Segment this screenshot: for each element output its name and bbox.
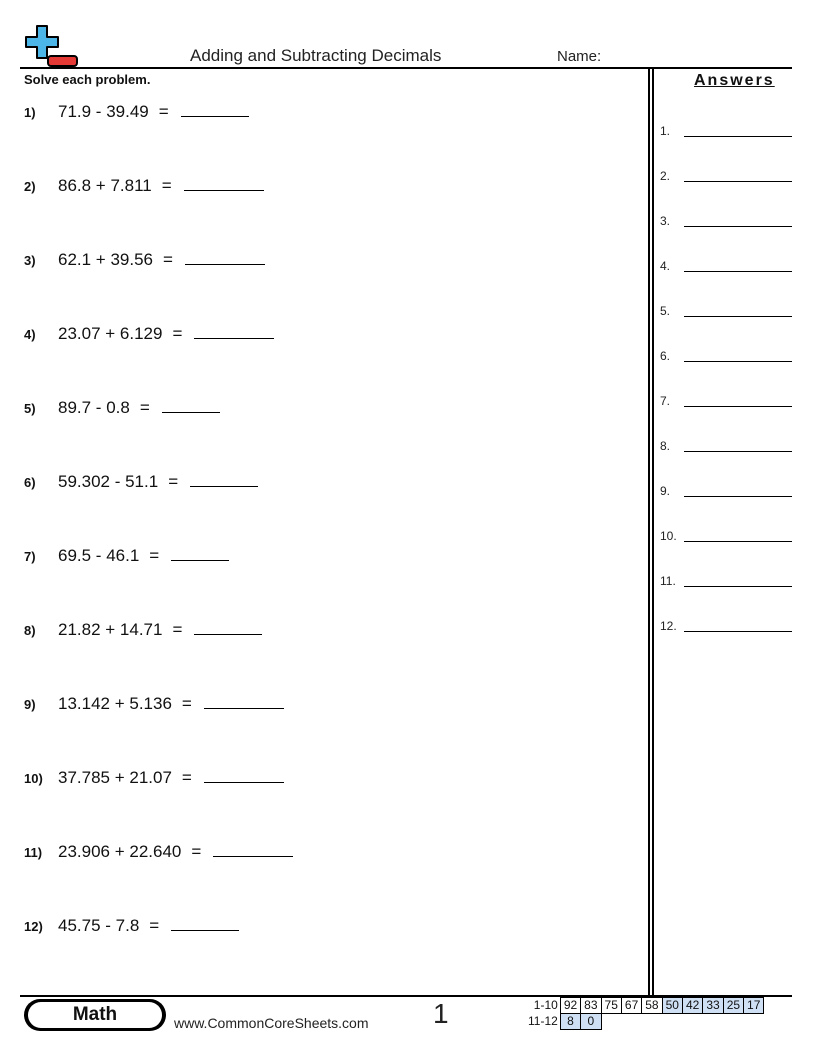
answer-line-item[interactable] <box>660 617 792 633</box>
answer-number: 4. <box>660 259 671 273</box>
score-key-cell: 0 <box>581 1014 601 1030</box>
answer-blank[interactable] <box>162 396 220 413</box>
problem-item <box>24 396 220 420</box>
problem-expression: 59.302 - 51.1 <box>58 472 159 491</box>
problem-number: 7) <box>24 549 36 564</box>
answer-number: 3. <box>660 214 671 228</box>
answer-line-item[interactable] <box>660 392 792 408</box>
answer-line[interactable] <box>684 586 792 587</box>
problem-number: 12) <box>24 919 43 934</box>
worksheet-title: Adding and Subtracting Decimals <box>190 46 442 65</box>
answer-blank[interactable] <box>194 618 262 635</box>
score-key-empty <box>662 1014 682 1030</box>
problem-item <box>24 618 262 642</box>
problem-expression: 23.07 + 6.129 <box>58 324 163 343</box>
answer-line-item[interactable] <box>660 437 792 453</box>
math-badge <box>24 999 166 1031</box>
answer-number: 2. <box>660 169 671 183</box>
problem-expression: 71.9 - 39.49 <box>58 102 149 121</box>
instructions: Solve each problem. <box>24 72 151 87</box>
problem-item <box>24 766 284 790</box>
answer-line[interactable] <box>684 451 792 452</box>
problem-number: 6) <box>24 475 36 490</box>
answer-blank[interactable] <box>190 470 258 487</box>
problem-expression: 37.785 + 21.07 <box>58 768 172 787</box>
score-key-empty <box>723 1014 743 1030</box>
answer-number: 11. <box>660 574 676 588</box>
answer-blank[interactable] <box>213 840 293 857</box>
column-divider <box>652 68 654 996</box>
answer-number: 12. <box>660 619 677 633</box>
answer-line[interactable] <box>684 226 792 227</box>
equals-sign: = <box>191 842 202 861</box>
score-key-cell: 17 <box>744 998 764 1014</box>
answer-number: 10. <box>660 529 677 543</box>
site-url: www.CommonCoreSheets.com <box>174 1015 369 1031</box>
equals-sign: = <box>149 546 160 565</box>
problem-expression: 89.7 - 0.8 <box>58 398 130 417</box>
plus-minus-logo-icon <box>24 24 80 68</box>
answer-line[interactable] <box>684 541 792 542</box>
score-key-empty <box>744 1014 764 1030</box>
problem-expression: 23.906 + 22.640 <box>58 842 182 861</box>
answer-line-item[interactable] <box>660 167 792 183</box>
problem-expression: 13.142 + 5.136 <box>58 694 172 713</box>
equals-sign: = <box>149 916 160 935</box>
problem-item <box>24 840 293 864</box>
answer-line-item[interactable] <box>660 482 792 498</box>
score-key-row-label: 1-10 <box>533 998 558 1012</box>
answer-line-item[interactable] <box>660 572 792 588</box>
problem-number: 11) <box>24 845 43 860</box>
answer-number: 5. <box>660 304 671 318</box>
answer-line[interactable] <box>684 361 792 362</box>
answer-line[interactable] <box>684 271 792 272</box>
problem-number: 3) <box>24 253 36 268</box>
answer-number: 9. <box>660 484 671 498</box>
problem-item <box>24 322 274 346</box>
problem-item <box>24 100 249 124</box>
answer-line-item[interactable] <box>660 257 792 273</box>
score-key-table <box>528 997 764 1030</box>
score-key-empty <box>601 1014 621 1030</box>
problem-expression: 69.5 - 46.1 <box>58 546 140 565</box>
score-key-cell: 42 <box>682 998 702 1014</box>
problem-expression: 45.75 - 7.8 <box>58 916 140 935</box>
score-key-cell: 8 <box>560 1014 580 1030</box>
score-key-row <box>528 1014 764 1030</box>
answer-number: 7. <box>660 394 671 408</box>
problem-item <box>24 174 264 198</box>
problem-number: 1) <box>24 105 36 120</box>
problem-item <box>24 544 229 568</box>
score-key-row-label: 11-12 <box>528 1014 558 1028</box>
equals-sign: = <box>181 694 192 713</box>
equals-sign: = <box>168 472 179 491</box>
answer-line-item[interactable] <box>660 347 792 363</box>
problem-item <box>24 692 284 716</box>
answer-blank[interactable] <box>204 766 284 783</box>
equals-sign: = <box>163 250 173 269</box>
answer-line[interactable] <box>684 316 792 317</box>
score-key-cell: 58 <box>642 998 662 1014</box>
score-key-empty <box>682 1014 702 1030</box>
answer-line-item[interactable] <box>660 122 792 138</box>
score-key-empty <box>703 1014 723 1030</box>
score-key-cell: 67 <box>621 998 641 1014</box>
answer-line-item[interactable] <box>660 212 792 228</box>
answer-line-item[interactable] <box>660 302 792 318</box>
answer-number: 1. <box>660 124 671 138</box>
answer-blank[interactable] <box>194 322 274 339</box>
equals-sign: = <box>172 324 183 343</box>
answer-line[interactable] <box>684 406 792 407</box>
problem-number: 5) <box>24 401 36 416</box>
score-key-row <box>528 998 764 1014</box>
answer-line[interactable] <box>684 181 792 182</box>
score-key-cell: 25 <box>723 998 743 1014</box>
score-key-cell: 75 <box>601 998 621 1014</box>
equals-sign: = <box>181 768 192 787</box>
answer-line[interactable] <box>684 631 792 632</box>
name-label: Name: <box>557 48 602 65</box>
answer-blank[interactable] <box>181 100 249 117</box>
problem-expression: 62.1 + 39.56 <box>58 250 154 269</box>
header-divider <box>20 67 792 69</box>
score-key-empty <box>621 1014 641 1030</box>
score-key-cell: 50 <box>662 998 682 1014</box>
page-number: 1 <box>433 998 449 1029</box>
answer-number: 8. <box>660 439 671 453</box>
problem-item <box>24 248 265 272</box>
answer-blank[interactable] <box>171 914 239 931</box>
problem-item <box>24 914 239 938</box>
problem-expression: 86.8 + 7.811 <box>58 176 152 195</box>
answer-line[interactable] <box>684 136 792 137</box>
problem-item <box>24 470 258 494</box>
score-key-empty <box>642 1014 662 1030</box>
problem-expression: 21.82 + 14.71 <box>58 620 163 639</box>
score-key-cell: 83 <box>581 998 601 1014</box>
problem-number: 9) <box>24 697 36 712</box>
column-divider <box>648 68 650 996</box>
equals-sign: = <box>139 398 150 417</box>
answer-line[interactable] <box>684 496 792 497</box>
equals-sign: = <box>172 620 183 639</box>
answer-number: 6. <box>660 349 671 363</box>
equals-sign: = <box>161 176 172 195</box>
problem-number: 10) <box>24 771 43 786</box>
problem-number: 4) <box>24 327 36 342</box>
math-badge-label: Math <box>28 1002 162 1028</box>
answer-blank[interactable] <box>204 692 284 709</box>
score-key-cell: 92 <box>560 998 580 1014</box>
answers-heading: Answers <box>694 72 775 89</box>
problem-number: 2) <box>24 179 36 194</box>
answer-line-item[interactable] <box>660 527 792 543</box>
problem-number: 8) <box>24 623 36 638</box>
answer-blank[interactable] <box>185 248 265 265</box>
score-key-cell: 33 <box>703 998 723 1014</box>
answer-blank[interactable] <box>184 174 264 191</box>
equals-sign: = <box>158 102 169 121</box>
answer-blank[interactable] <box>171 544 229 561</box>
